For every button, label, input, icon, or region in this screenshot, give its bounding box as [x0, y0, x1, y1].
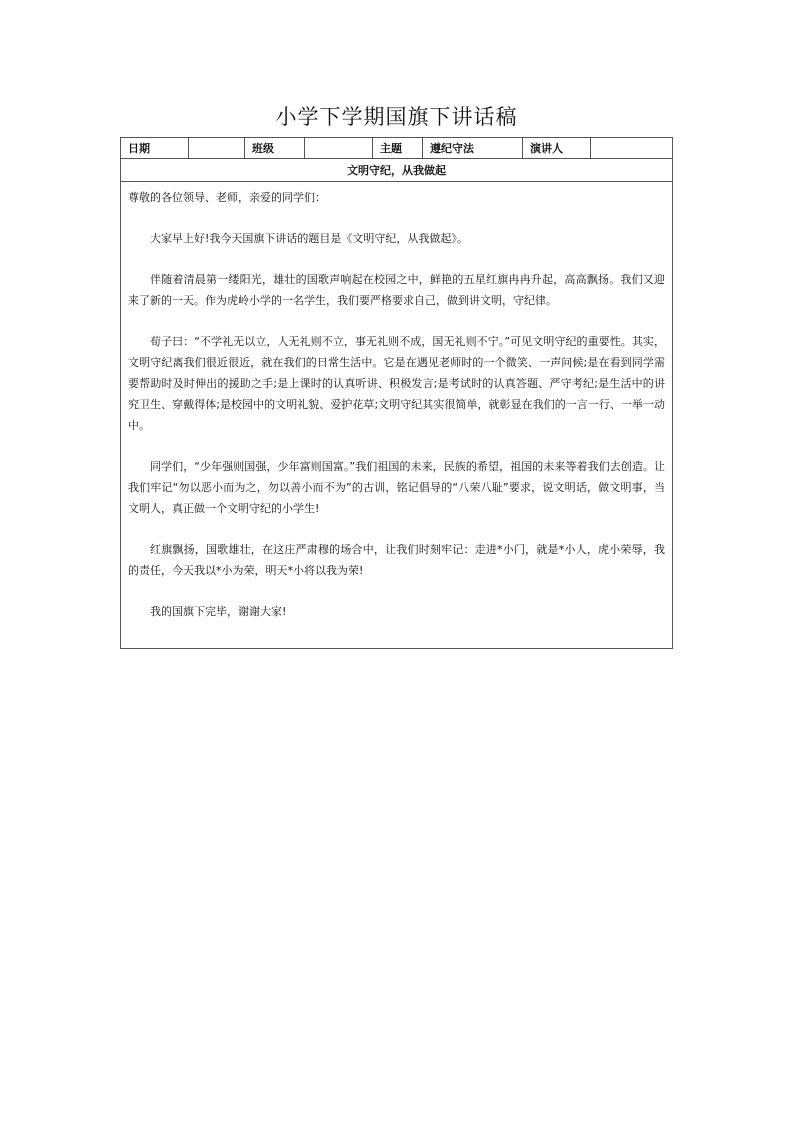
speech-body: [121, 182, 673, 649]
paragraph-5: 红旗飘扬，国歌雄壮，在这庄严肃穆的场合中，让我们时刻牢记：走进*小门，就是*小人，虎小荣辱，我的责任，今天我以*小为荣，明天*小将以我为荣!: [128, 543, 665, 577]
speaker-value: [591, 138, 673, 159]
date-value: [189, 138, 245, 159]
speech-subtitle: 文明守纪，从我做起: [121, 159, 673, 182]
date-label: 日期: [121, 138, 189, 159]
paragraph-2: 伴随着清晨第一缕阳光，雄壮的国歌声响起在校园之中，鲜艳的五星红旗冉冉升起，高高飘扬。我们又迎来了新的一天。作为虎岭小学的一名学生，我们要严格要求自己，做到讲文明，守纪律。: [128, 273, 665, 307]
paragraph-4: 同学们，“少年强则国强，少年富则国富。”我们祖国的未来，民族的希望，祖国的未来等着我们去创造。让我们牢记“勿以恶小而为之，勿以善小而不为”的古训，铭记倡导的“八荣八耻”要求，说文明话，做文明事，当文明人，真正做一个文明守纪的小学生!: [128, 460, 665, 515]
body-row: [121, 182, 673, 649]
topic-label: 主题: [373, 138, 423, 159]
info-row: [121, 138, 673, 159]
page-title: 小学下学期国旗下讲话稿: [275, 105, 518, 129]
paragraph-1: 大家早上好!我今天国旗下讲话的题目是《文明守纪，从我做起》。: [150, 232, 468, 245]
paragraph-6: 我的国旗下完毕，谢谢大家!: [150, 605, 287, 618]
paragraph-3: 荀子曰：“不学礼无以立，人无礼则不立，事无礼则不成，国无礼则不宁。”可见文明守纪的重要性。其实，文明守纪离我们很近很近，就在我们的日常生活中。它是在遇见老师时的一个微笑、一声问候;是在看到同学需要帮助时及时伸出的援助之手;是上课时的认真听讲、积极发言;是考试时的认真答题、严守考纪;是生活中的讲究卫生、穿戴得体;是校园中的文明礼貌、爱护花草;文明守纪其实很简单，就彰显在我们的一言一行、一举一动中。: [128, 335, 665, 432]
subtitle-row: [121, 159, 673, 182]
speaker-label: 演讲人: [523, 138, 591, 159]
class-label: 班级: [245, 138, 305, 159]
topic-value: 遵纪守法: [423, 138, 523, 159]
greeting: 尊敬的各位领导、老师，亲爱的同学们：: [128, 191, 326, 204]
speech-table: [120, 137, 673, 649]
class-value: [305, 138, 373, 159]
